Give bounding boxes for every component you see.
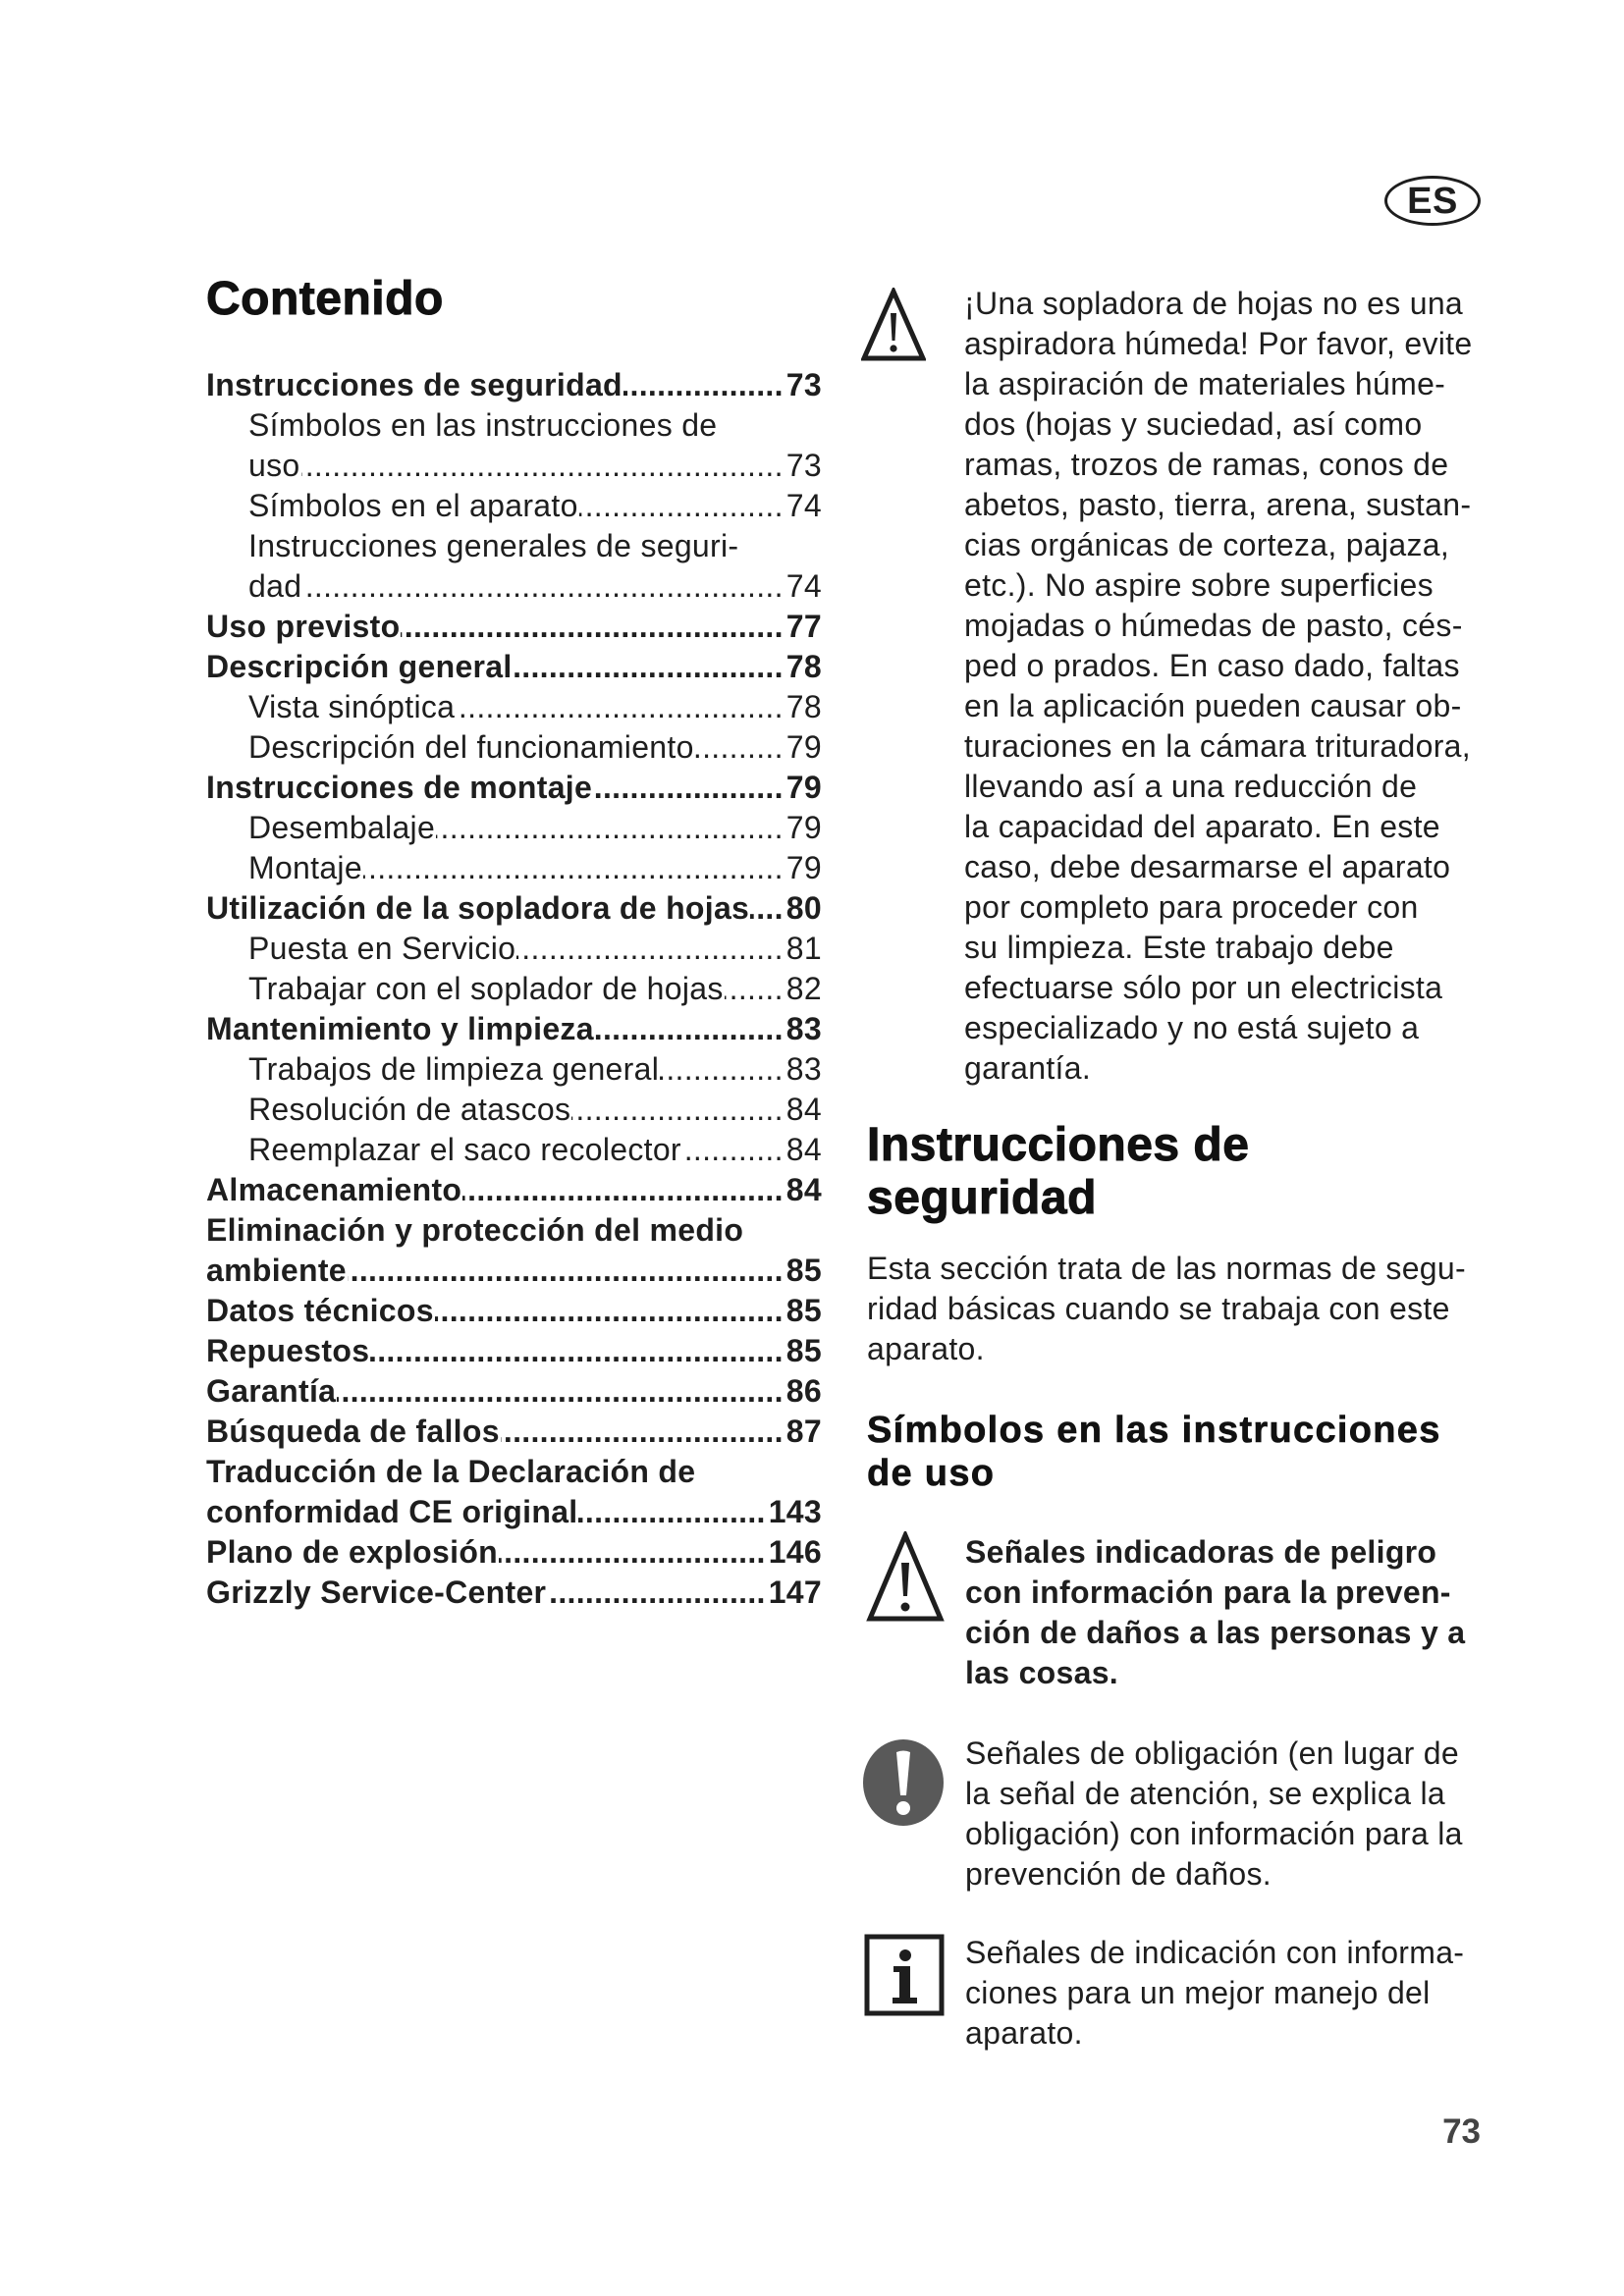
toc-line — [206, 1532, 822, 1573]
warning-note-line: su limpieza. Este trabajo debe — [964, 930, 1394, 965]
toc-dot-leader — [337, 1371, 784, 1412]
toc-line — [206, 365, 822, 405]
toc-entry — [206, 1291, 822, 1331]
toc-entry — [206, 526, 822, 607]
warning-note-line: cias orgánicas de corteza, pajaza, — [964, 527, 1450, 562]
toc-entry-label: Instrucciones de montaje — [206, 770, 593, 805]
toc-entry-label: dad — [248, 568, 302, 604]
toc-entry-label: Reemplazar el saco recolector — [248, 1132, 681, 1167]
toc-entry-label: Utilización de la sopladora de hojas — [206, 890, 750, 926]
language-badge: ES — [1384, 176, 1481, 226]
danger-sign-line: Señales indicadoras de peligro — [965, 1534, 1437, 1570]
toc-dot-leader — [578, 1492, 765, 1532]
toc-entry-label: Vista sinóptica — [248, 689, 456, 724]
toc-page-number: 73 — [785, 448, 822, 483]
toc-dot-leader — [750, 888, 784, 929]
toc-line — [206, 888, 822, 929]
section-title-line: Instrucciones de — [867, 1119, 1250, 1171]
mandatory-sign-line: obligación) con información para la — [965, 1816, 1463, 1851]
toc-entry-label: Desembalaje — [248, 810, 436, 845]
toc-page-number: 77 — [785, 609, 822, 644]
symbols-heading-line: de uso — [867, 1453, 996, 1494]
toc-entry-label: Resolución de atascos — [248, 1092, 571, 1127]
danger-triangle-icon — [866, 1531, 945, 1624]
toc-line — [206, 1331, 822, 1371]
danger-sign-description — [965, 1532, 1465, 1693]
warning-note-line: abetos, pasto, tierra, arena, sustan- — [964, 487, 1472, 522]
toc-line — [206, 1049, 822, 1090]
mandatory-sign-line: la señal de atención, se explica la — [965, 1776, 1446, 1811]
toc-entry — [206, 727, 822, 768]
warning-note-line: en la aplicación pueden causar ob- — [964, 688, 1462, 723]
toc-dot-leader — [595, 1009, 784, 1049]
toc-entry — [206, 1573, 822, 1613]
toc-dot-leader — [514, 647, 784, 687]
toc-page-number: 146 — [768, 1534, 822, 1570]
toc-dot-leader — [401, 607, 783, 647]
toc-page-number: 143 — [768, 1494, 822, 1529]
danger-sign-line: con información para la preven- — [965, 1575, 1451, 1610]
toc-entry-label: Grizzly Service-Center — [206, 1575, 547, 1610]
toc-page-number: 83 — [785, 1011, 822, 1046]
toc-entry — [206, 365, 822, 405]
danger-sign-line: las cosas. — [965, 1655, 1118, 1690]
toc-page-number: 84 — [785, 1092, 822, 1127]
table-of-contents — [206, 365, 822, 1613]
toc-entry-label: Plano de explosión — [206, 1534, 499, 1570]
toc-entry — [206, 808, 822, 848]
toc-page-number: 82 — [785, 971, 822, 1006]
toc-dot-leader — [501, 1412, 784, 1452]
toc-page-number: 73 — [785, 367, 822, 402]
toc-entry-label: Montaje — [248, 850, 362, 885]
warning-note-line: la aspiración de materiales húme- — [964, 366, 1446, 401]
toc-dot-leader — [547, 1573, 765, 1613]
symbols-heading — [867, 1409, 1441, 1495]
toc-entry-label: Instrucciones de seguridad — [206, 367, 623, 402]
toc-dot-leader — [725, 969, 784, 1009]
mandatory-sign-line: prevención de daños. — [965, 1856, 1272, 1892]
mandatory-sign-description — [965, 1734, 1463, 1895]
toc-entry-label: Repuestos — [206, 1333, 370, 1368]
toc-entry-label: Trabajar con el soplador de hojas — [248, 971, 724, 1006]
warning-note-line: efectuarse sólo por un electricista — [964, 970, 1443, 1005]
toc-page-number: 83 — [785, 1051, 822, 1087]
toc-line — [206, 1009, 822, 1049]
toc-line — [206, 727, 822, 768]
info-sign-icon — [864, 1934, 945, 2016]
toc-entry — [206, 1170, 822, 1210]
toc-entry-label: Datos técnicos — [206, 1293, 434, 1328]
toc-dot-leader — [516, 929, 784, 969]
toc-entry — [206, 607, 822, 647]
toc-page-number: 81 — [785, 931, 822, 966]
toc-entry — [206, 929, 822, 969]
warning-note-line: dos (hojas y suciedad, así como — [964, 406, 1423, 442]
toc-line — [206, 1130, 822, 1170]
toc-dot-leader — [363, 848, 784, 888]
warning-note-line: garantía. — [964, 1050, 1092, 1086]
toc-dot-leader — [593, 768, 784, 808]
section-intro-line: ridad básicas cuando se trabaja con este — [867, 1291, 1450, 1326]
warning-note-line: ¡Una sopladora de hojas no es una — [964, 286, 1464, 321]
warning-note-line: especializado y no está sujeto a — [964, 1010, 1420, 1045]
toc-entry-label: Traducción de la Declaración de — [206, 1454, 696, 1489]
toc-entry-label: Almacenamiento — [206, 1172, 462, 1207]
toc-page-number: 79 — [785, 810, 822, 845]
toc-line — [206, 1412, 822, 1452]
toc-line — [206, 1210, 822, 1251]
toc-entry — [206, 1210, 822, 1291]
toc-page-number: 74 — [785, 488, 822, 523]
toc-dot-leader — [682, 1130, 784, 1170]
toc-dot-leader — [348, 1251, 784, 1291]
toc-entry — [206, 1532, 822, 1573]
toc-dot-leader — [435, 1291, 784, 1331]
warning-note-line: aspiradora húmeda! Por favor, evite — [964, 326, 1473, 361]
toc-entry-label: Puesta en Servicio — [248, 931, 516, 966]
toc-line — [206, 1090, 822, 1130]
toc-title: Contenido — [206, 273, 444, 325]
warning-triangle-icon — [861, 288, 926, 362]
toc-line — [206, 647, 822, 687]
toc-line — [206, 808, 822, 848]
toc-dot-leader — [695, 727, 784, 768]
toc-dot-leader — [623, 365, 784, 405]
toc-line — [206, 566, 822, 607]
toc-line — [206, 405, 822, 446]
toc-entry-label: Mantenimiento y limpieza — [206, 1011, 594, 1046]
toc-entry-label: Símbolos en el aparato — [248, 488, 578, 523]
toc-line — [206, 1251, 822, 1291]
toc-line — [206, 1452, 822, 1492]
toc-entry — [206, 1049, 822, 1090]
toc-entry — [206, 1371, 822, 1412]
toc-line — [206, 768, 822, 808]
toc-dot-leader — [462, 1170, 784, 1210]
warning-note-line: mojadas o húmedas de pasto, cés- — [964, 608, 1463, 643]
toc-line — [206, 1492, 822, 1532]
toc-dot-leader — [436, 808, 784, 848]
toc-entry-label: Uso previsto — [206, 609, 401, 644]
toc-entry — [206, 888, 822, 929]
mandatory-sign-icon — [862, 1738, 945, 1827]
toc-entry — [206, 647, 822, 687]
mandatory-sign-line: Señales de obligación (en lugar de — [965, 1735, 1459, 1771]
toc-entry-label: Descripción general — [206, 649, 513, 684]
section-intro-line: Esta sección trata de las normas de segu- — [867, 1251, 1466, 1286]
toc-page-number: 85 — [785, 1333, 822, 1368]
section-intro — [867, 1249, 1466, 1369]
symbols-heading-line: Símbolos en las instrucciones — [867, 1410, 1441, 1451]
toc-entry-label: Símbolos en las instrucciones de — [248, 407, 718, 443]
toc-page-number: 79 — [785, 850, 822, 885]
toc-page-number: 78 — [785, 649, 822, 684]
info-sign-line: Señales de indicación con informa- — [965, 1935, 1465, 1970]
section-title-line: seguridad — [867, 1172, 1097, 1224]
warning-note-line: turaciones en la cámara trituradora, — [964, 728, 1471, 764]
toc-line — [206, 848, 822, 888]
toc-line — [206, 929, 822, 969]
toc-page-number: 84 — [785, 1172, 822, 1207]
toc-entry — [206, 486, 822, 526]
toc-page-number: 74 — [785, 568, 822, 604]
toc-entry — [206, 1009, 822, 1049]
toc-page-number: 85 — [785, 1253, 822, 1288]
toc-entry-label: conformidad CE original — [206, 1494, 578, 1529]
toc-page-number: 85 — [785, 1293, 822, 1328]
section-title — [867, 1119, 1249, 1225]
toc-entry-label: ambiente — [206, 1253, 347, 1288]
toc-entry — [206, 1130, 822, 1170]
toc-dot-leader — [301, 446, 784, 486]
info-sign-line: ciones para un mejor manejo del — [965, 1975, 1431, 2010]
toc-dot-leader — [499, 1532, 766, 1573]
toc-entry — [206, 1452, 822, 1532]
toc-entry — [206, 969, 822, 1009]
toc-line — [206, 486, 822, 526]
info-sign-line: aparato. — [965, 2015, 1083, 2051]
toc-line — [206, 446, 822, 486]
toc-entry — [206, 1412, 822, 1452]
toc-entry — [206, 687, 822, 727]
toc-dot-leader — [302, 566, 784, 607]
page-number: 73 — [1442, 2112, 1481, 2151]
toc-entry-label: Búsqueda de fallos — [206, 1414, 500, 1449]
warning-note-line: ped o prados. En caso dado, faltas — [964, 648, 1460, 683]
toc-page-number: 87 — [785, 1414, 822, 1449]
toc-entry — [206, 768, 822, 808]
section-intro-line: aparato. — [867, 1331, 985, 1366]
toc-page-number: 79 — [785, 770, 822, 805]
toc-line — [206, 1371, 822, 1412]
toc-entry — [206, 405, 822, 486]
toc-entry-label: Descripción del funcionamiento — [248, 729, 694, 765]
toc-entry-label: Eliminación y protección del medio — [206, 1212, 744, 1248]
toc-line — [206, 969, 822, 1009]
toc-page-number: 80 — [785, 890, 822, 926]
danger-sign-line: ción de daños a las personas y a — [965, 1615, 1466, 1650]
toc-line — [206, 1291, 822, 1331]
toc-entry-label: Trabajos de limpieza general — [248, 1051, 660, 1087]
toc-entry — [206, 1331, 822, 1371]
toc-page-number: 86 — [785, 1373, 822, 1409]
toc-entry — [206, 848, 822, 888]
warning-note-line: llevando así a una reducción de — [964, 769, 1418, 804]
toc-dot-leader — [660, 1049, 784, 1090]
toc-dot-leader — [456, 687, 784, 727]
toc-dot-leader — [571, 1090, 784, 1130]
toc-page-number: 147 — [768, 1575, 822, 1610]
warning-note — [964, 284, 1472, 1089]
toc-dot-leader — [579, 486, 784, 526]
toc-line — [206, 1573, 822, 1613]
toc-line — [206, 1170, 822, 1210]
toc-page-number: 78 — [785, 689, 822, 724]
info-sign-description — [965, 1933, 1464, 2054]
toc-line — [206, 607, 822, 647]
toc-entry-label: Garantía — [206, 1373, 337, 1409]
toc-line — [206, 687, 822, 727]
toc-line — [206, 526, 822, 566]
warning-note-line: por completo para proceder con — [964, 889, 1419, 925]
warning-note-line: etc.). No aspire sobre superficies — [964, 567, 1434, 603]
toc-page-number: 84 — [785, 1132, 822, 1167]
toc-dot-leader — [370, 1331, 784, 1371]
toc-entry-label: uso — [248, 448, 300, 483]
toc-page-number: 79 — [785, 729, 822, 765]
warning-note-line: la capacidad del aparato. En este — [964, 809, 1440, 844]
warning-note-line: caso, debe desarmarse el aparato — [964, 849, 1451, 884]
toc-entry-label: Instrucciones generales de seguri- — [248, 528, 739, 563]
warning-note-line: ramas, trozos de ramas, conos de — [964, 447, 1449, 482]
toc-entry — [206, 1090, 822, 1130]
